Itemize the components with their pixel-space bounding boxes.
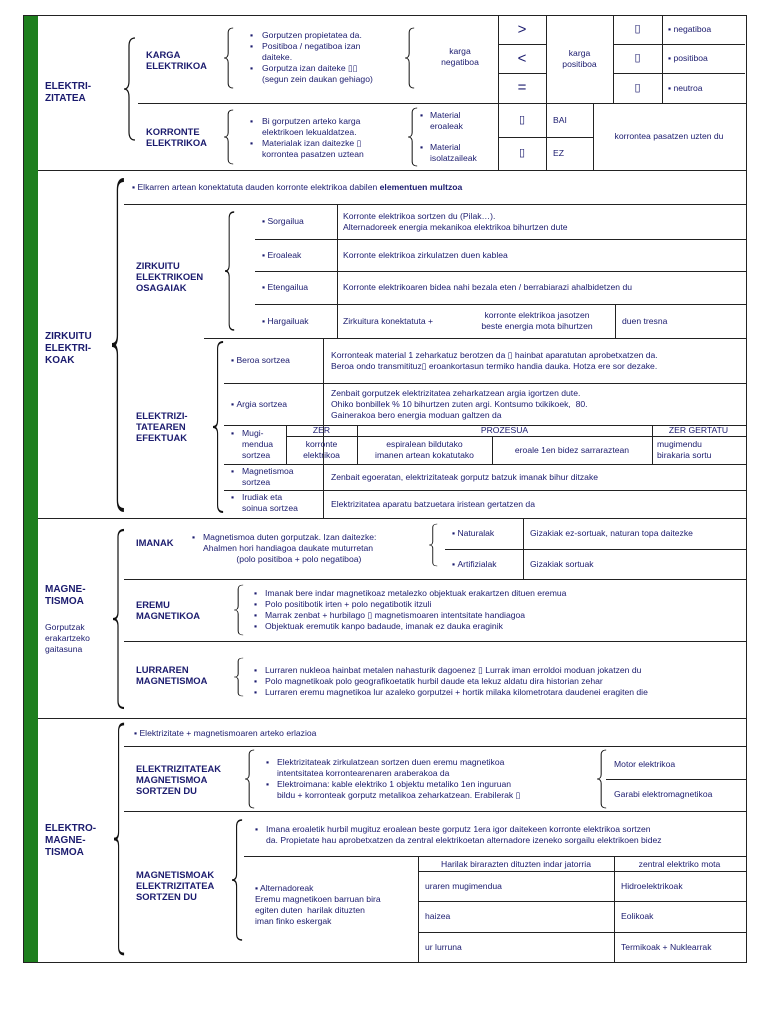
magnetismoak-label: MAGNETISMOAK ELEKTRIZITATEA SORTZEN DU [136,869,215,902]
eroaleak-item: ▪ Eroaleak [262,249,302,260]
mugimendu-prozesua-2: eroale 1en bidez sarraraztean [514,444,630,455]
argia-desc: Zenbait gorputzek elektrizitatea zeharkatzean argia igortzen dute. Ohiko bonbillek % 10 bihurtzen zuten argi. Kontsumo txikikoek, 80. Gainerakoa bero energia moduan galtzen da [331,387,588,420]
op-less: < [517,49,527,67]
iman-artifizialak-desc: Gizakiak sortuak [530,558,594,569]
karga-bullets: ▪ Gorputzen propietatea da. ▪ Positiboa / negatiboa izan daiteke. ▪ Gorputza izan daiteke ▯▯ (segun zein daukan gehiago) [250,30,373,84]
brace [112,180,125,510]
brace [124,38,136,140]
brace [408,108,418,166]
mugimendu-prozesua-1: espiralean bildutako imanen artean kokatutako [375,439,474,460]
hargailuak-part1: Zirkuitura konektatuta + [343,315,434,326]
result-neutroa: ▪ neutroa [668,82,703,93]
eremu-label: EREMU MAGNETIKOA [136,599,201,621]
magnetismoa-item: ▪ Magnetismoa sortzea [231,466,294,487]
row-indar: ur lurruna [425,941,462,952]
imanak-label: IMANAK [136,537,174,548]
sorgailua-item: ▪ Sorgailua [262,216,304,226]
arrow-symbol-icon: ▯ [518,113,526,126]
section-title-elektrizitatea: ELEKTRI- ZITATEA [45,81,92,104]
brace [213,342,224,512]
arrow-symbol-icon: ▯ [634,81,641,94]
op-equal: = [517,79,527,96]
iman-naturalak: ▪ Naturalak [452,528,495,538]
iman-naturalak-desc: Gizakiak ez-sortuak, naturan topa daitezke [530,528,693,538]
argia-item: ▪ Argia sortzea [231,398,288,409]
material-eroaleak: ▪ Material eroaleak [420,110,463,131]
osagaiak-label: ZIRKUITU ELEKTRIKOEN OSAGAIAK [136,260,204,293]
irudiak-item: ▪ Irudiak eta soinua sortzea [231,492,298,513]
section-title-elektromagnetismoa: ELEKTRO- MAGNE- TISMOA [45,823,97,858]
efektuak-label: ELEKTRIZI- TATEAREN EFEKTUAK [136,410,188,443]
result-negatiboa: ▪ negatiboa [668,24,712,34]
brace [114,724,125,954]
hargailuak-part3: duen tresna [622,315,668,326]
material-isolatzaileak: ▪ Material isolatzaileak [420,142,477,163]
header-zer-gertatu: ZER GERTATU [668,425,729,435]
magnetismoak-bullet: ▪ Imana eroaletik hurbil mugituz eroalean beste gorputz 1era igor daitekeen korronte elektrikoa sortzen da. Propietate hau aprobetxatzen da zentral elektrikoetan alternadore izeneko sorgailu elektrikoen bidez [255,824,662,845]
etengailua-desc: Korronte elektrikoaren bidea nahi bezala eten / berrabiarazi ahalbidetzen du [343,282,633,292]
sorgailua-desc: Korronte elektrikoa sortzen du (Pilak…). Alternadoreek energia mekanikoa elektrikoa bihurtzen dute [343,210,568,232]
brace [234,658,244,696]
brace [225,212,235,330]
use-garabi: Garabi elektromagnetikoa [614,789,713,799]
irudiak-desc: Elektrizitatea aparatu batzuetara iristean gertatzen da [331,498,535,509]
hargailuak-part2: korronte elektrikoa jasotzen beste energia mota bihurtzen [481,310,593,331]
header-prozesua: PROZESUA [480,425,529,435]
beroa-item: ▪ Beroa sortzea [231,355,290,365]
iman-artifizialak: ▪ Artifizialak [452,558,497,569]
brace [224,28,234,88]
row-indar: uraren mugimendua [425,880,502,891]
karga-negatiboa-label: karga negatiboa [441,46,479,67]
brace [232,820,243,940]
brace [224,110,234,164]
row-zentral: Hidroelektrikoak [621,880,683,891]
etengailua-item: ▪ Etengailua [262,282,309,292]
arrow-symbol-icon: ▯ [518,147,526,159]
eremu-bullets: ▪ Imanak bere indar magnetikoaz metalezko objektuak erakartzen dituen eremua ▪ Polo positibotik irten + polo negatibotik itzuli ▪ Marrak zenbat + hurbilago ▯ magnetismoaren intentsitate handiagoa ▪ Objektuak eremutik kanpo badaude, imanak ez dauka eraginik [254,588,567,631]
use-motor: Motor elektrikoa [614,759,676,769]
brace [245,750,255,808]
lurraren-bullets: ▪ Lurraren nukleoa hainbat metalen nahasturik dagoenez ▯ Lurrak iman erroldoi moduan jokatzen du ▪ Polo magnetikoak polo geografikoetatik hurbil daude eta lekuz aldatu dira historian zehar ▪ Lurraren eremu magnetikoa lur azaleko gorputzei + hortik milaka kilometrotara daudenei eragiten die [254,665,648,697]
korronte-bullets: ▪ Bi gorputzen arteko karga elektrikoen lekualdatzea. ▪ Materialak izan daitezke ▯ korrontea pasatzen uztean [250,116,364,159]
karga-positiboa-label: karga positiboa [562,48,597,69]
brace [113,530,125,708]
row-zentral: Eolikoak [621,911,654,921]
magnetismoa-desc: Zenbait egoeratan, elektrizitateak gorputz batzuk imanak bihur ditzake [331,471,599,482]
brace [405,28,415,88]
result-positiboa: ▪ positiboa [668,53,708,63]
section-title-zirkuitu: ZIRKUITU ELEKTRI- KOAK [45,331,92,366]
row-indar: haizea [425,911,451,921]
op-greater: > [517,20,527,38]
alternadoreak-item: ▪ Alternadoreak Eremu magnetikoen barruan bira egiten duten harilak dituzten iman finko eskergak [255,883,381,926]
header-zentral-mota: zentral elektriko mota [638,858,721,869]
answer-ez: EZ [553,148,564,158]
karga-label: KARGA ELEKTRIKOA [146,49,207,71]
korronte-label: KORRONTE ELEKTRIKOA [146,126,207,148]
hargailuak-item: ▪ Hargailuak [262,315,309,326]
arrow-symbol-icon: ▯ [634,52,641,64]
row-zentral: Termikoak + Nuklearrak [621,941,712,952]
sortzen-label: ELEKTRIZITATEAK MAGNETISMOA SORTZEN DU [136,763,222,796]
brace [429,524,438,566]
elektromagnetismoa-intro: ▪ Elektrizitate + magnetismoaren arteko erlazioa [134,728,317,738]
beroa-desc: Korronteak material 1 zeharkatuz berotzen da ▯ hainbat aparatutan aprobetxatzen da. Beroa ondo transmitituz▯ eroankortasun termiko handia dauka. Hotza ere sor dezake. [331,349,658,371]
mugimendua-item: ▪ Mugi- mendua sortzea [231,428,274,460]
zirkuitu-intro: ▪ Elkarren artean konektatuta dauden korronte elektrikoa dabilen elementuen multzoa [132,182,463,192]
header-zer: ZER [312,425,331,435]
arrow-symbol-icon: ▯ [634,23,641,35]
brace [234,585,244,635]
magnetismoa-subtitle: Gorputzak erakartzeko gaitasuna [45,622,90,654]
lurraren-label: LURRAREN MAGNETISMOA [136,664,208,686]
answer-bai: BAI [553,114,567,125]
korronte-note: korrontea pasatzen uzten du [614,131,724,141]
sortzen-bullets: ▪ Elektrizitateak zirkulatzean sortzen duen eremu magnetikoa intentsitatea korrontearenaren araberakoa da ▪ Elektroimana: kable elektriko 1 objektu metaliko 1en inguruan bildu + korronteak gorputz metalikoa zeharkatzean. Erabilerak ▯ [266,757,521,800]
imanak-desc: ▪ Magnetismoa duten gorputzak. Izan daitezke: Ahalmen hori handiagoa daukate muturretan (polo positiboa + polo negatiboa) [192,532,377,564]
header-indar-jatorria: Harilak birarazten dituzten indar jatorria [441,858,591,869]
mugimendu-gertatu: mugimendu birakaria sortu [657,439,712,460]
section-title-magnetismoa: MAGNE- TISMOA [45,584,86,607]
mugimendu-zer: korronte elektrikoa [303,439,340,460]
eroaleak-desc: Korronte elektrikoa zirkulatzen duen kablea [343,249,508,260]
